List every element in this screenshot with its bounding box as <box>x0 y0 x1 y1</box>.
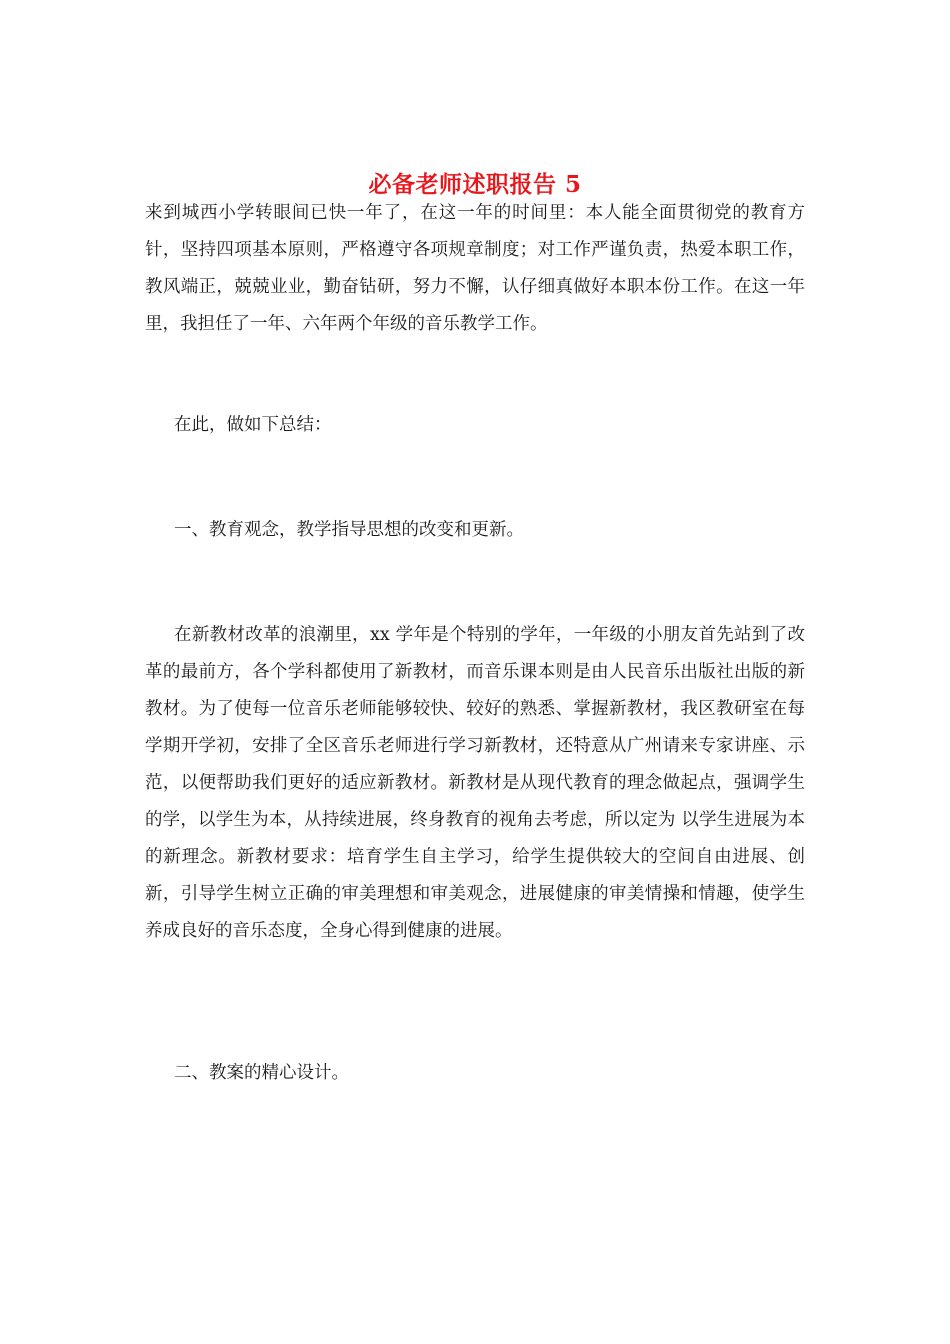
summary-lead-paragraph: 在此，做如下总结： <box>174 415 332 435</box>
section-heading-one: 一、教育观念，教学指导思想的改变和更新。 <box>174 520 524 540</box>
section-one-body-paragraph: 在新教材改革的浪潮里，xx 学年是个特别的学年，一年级的小朋友首先站到了改革的最前方，各个学科都使用了新教材，而音乐课本则是由人民音乐出版社出版的新教材。为了使每一位音乐老师能够较快、较好的熟悉、掌握新教材，我区教研室在每学期开学初，安排了全区音乐老师进行学习新教材，还特意从广州请来专家讲座、示范，以便帮助我们更好的适应新教材。新教材是从现代教育的理念做起点，强调学生的学，以学生为本，从持续进展，终身教育的视角去考虑，所以定为 以学生进展为本 的新理念。新教材要求：培育学生自主学习，给学生提供较大的空间自由进展、创新，引导学生树立正确的审美理想和审美观念，进展健康的审美情操和情趣，使学生养成良好的音乐态度，全身心得到健康的进展。 <box>145 625 805 941</box>
intro-paragraph: 来到城西小学转眼间已快一年了，在这一年的时间里：本人能全面贯彻党的教育方针，坚持四项基本原则，严格遵守各项规章制度；对工作严谨负责，热爱本职工作，教风端正，兢兢业业，勤奋钻研，努力不懈，认仔细真做好本职本份工作。在这一年里，我担任了一年、六年两个年级的音乐教学工作。 <box>145 203 805 334</box>
document-title: 必备老师述职报告 5 <box>368 171 582 199</box>
section-heading-two: 二、教案的精心设计。 <box>174 1063 349 1083</box>
